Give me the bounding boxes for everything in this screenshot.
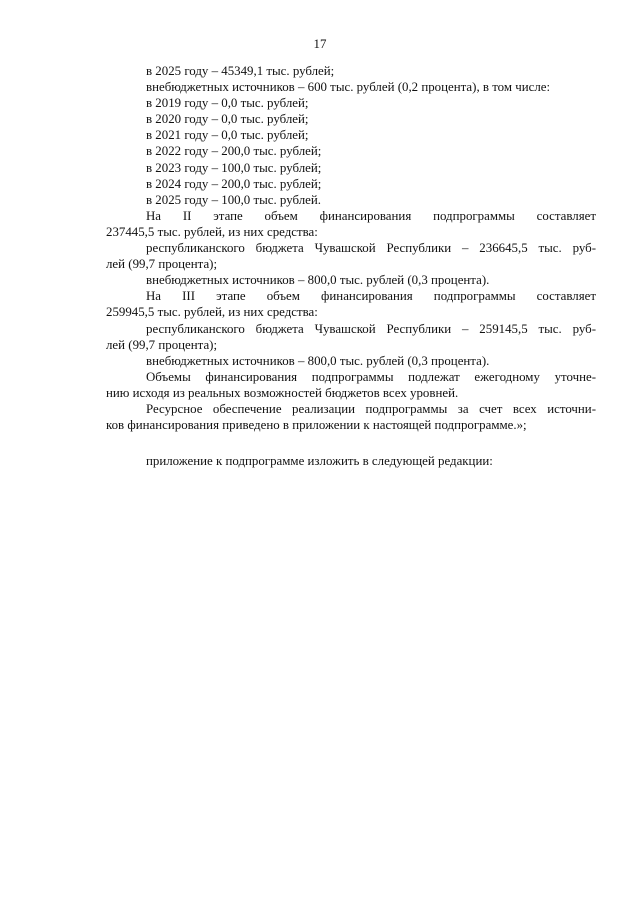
funding-line: в 2019 году – 0,0 тыс. рублей;: [146, 96, 309, 111]
document-body: [106, 63, 596, 469]
stage3-budget-line: республиканского бюджета Чувашской Республики – 259145,5 тыс. руб-: [146, 321, 596, 336]
funding-line: в 2025 году – 45349,1 тыс. рублей;: [146, 64, 335, 78]
funding-line: в 2025 году – 100,0 тыс. рублей.: [146, 192, 321, 207]
appendix-instruction: приложение к подпрограмме изложить в следующей редакции:: [146, 454, 493, 469]
resources-paragraph-line: ков финансирования приведено в приложении к настоящей подпрограмме.»;: [106, 418, 527, 433]
funding-line: в 2024 году – 200,0 тыс. рублей;: [146, 176, 322, 191]
funding-line: в 2022 году – 200,0 тыс. рублей;: [146, 144, 322, 159]
stage3-extra-line: внебюджетных источников – 800,0 тыс. рублей (0,3 процента).: [146, 353, 490, 368]
stage2-paragraph-line: На II этапе объем финансирования подпрограммы составляет: [146, 208, 596, 223]
stage3-paragraph-line: 259945,5 тыс. рублей, из них средства:: [106, 305, 318, 320]
volumes-paragraph-line: нию исходя из реальных возможностей бюджетов всех уровней.: [106, 385, 459, 400]
stage3-paragraph-line: На III этапе объем финансирования подпрограммы составляет: [146, 289, 596, 304]
stage2-budget-line: лей (99,7 процента);: [106, 257, 218, 272]
funding-line: в 2021 году – 0,0 тыс. рублей;: [146, 128, 309, 143]
page-number: 17: [313, 37, 327, 51]
paragraph-spacer: [106, 433, 596, 453]
stage2-extra-line: внебюджетных источников – 800,0 тыс. рублей (0,3 процента).: [146, 273, 490, 288]
stage2-paragraph-line: 237445,5 тыс. рублей, из них средства:: [106, 224, 318, 239]
resources-paragraph-line: Ресурсное обеспечение реализации подпрограммы за счет всех источни-: [146, 401, 596, 416]
funding-line: в 2020 году – 0,0 тыс. рублей;: [146, 112, 309, 127]
funding-line: в 2023 году – 100,0 тыс. рублей;: [146, 160, 322, 175]
funding-line: внебюджетных источников – 600 тыс. рублей (0,2 процента), в том числе:: [146, 80, 551, 95]
stage2-budget-line: республиканского бюджета Чувашской Республики – 236645,5 тыс. руб-: [146, 241, 596, 256]
stage3-budget-line: лей (99,7 процента);: [106, 337, 218, 352]
volumes-paragraph-line: Объемы финансирования подпрограммы подлежат ежегодному уточне-: [146, 369, 596, 384]
